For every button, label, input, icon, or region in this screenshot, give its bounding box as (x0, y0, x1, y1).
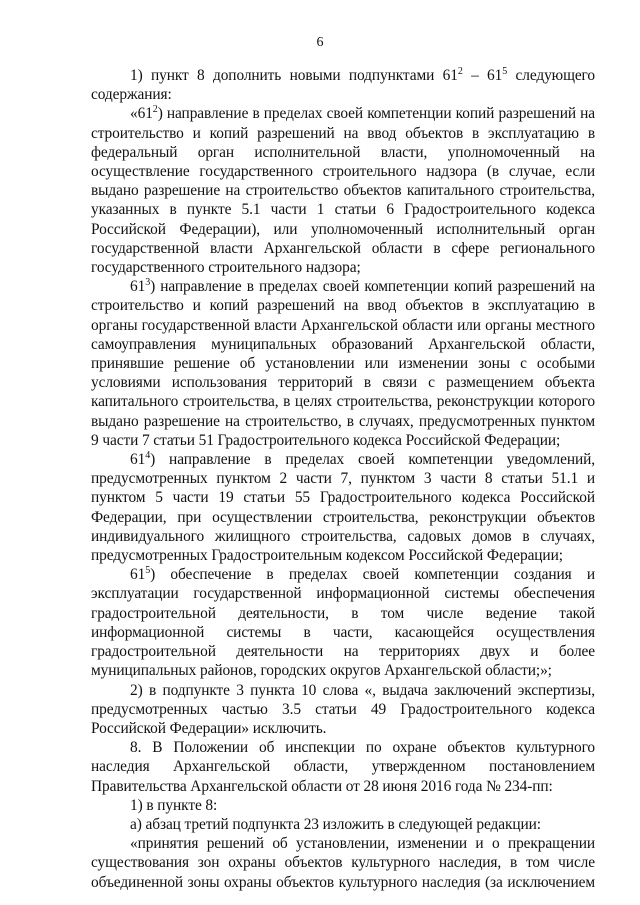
paragraph-text: 1) в пункте 8: (130, 796, 218, 814)
paragraph-section-8 (91, 738, 595, 796)
paragraph-subitem-61-5 (91, 565, 595, 680)
paragraph-subitem-61-4 (91, 450, 595, 565)
superscript-index: 2 (152, 104, 158, 116)
paragraph-subitem-61-3 (91, 277, 595, 450)
paragraph-text: ) обеспечение в пределах своей компетенции создания и эксплуатации государственной информационной системы обеспечения градостроительной деятельности, в том числе ведение такой информационной системы в части, касающейся осуществления градостроительной деятельности на территориях двух и более муниципальных районов, городских округов Архангельской области;»; (91, 566, 595, 680)
paragraph-subitem-a (91, 815, 595, 834)
paragraph-text: ) направление в пределах своей компетенции копий разрешений на строительство и копий разрешений на ввод объектов в эксплуатацию в федеральный орган исполнительной власти, уполномоченный на осуществление государственного строительного надзора (в случае, если выдано разрешение на строительство объектов капитального строительства, указанных в пункте 5.1 части 1 статьи 6 Градостроительного кодекса Российской Федерации), или уполномоченный исполнительный орган государственной власти Архангельской области в сфере регионального государственного строительного надзора; (91, 105, 595, 277)
paragraph-quoted-text (91, 834, 595, 892)
superscript-index: 3 (145, 277, 151, 289)
paragraph-item-1-point-8 (91, 796, 595, 815)
paragraph-text: 61 (130, 566, 146, 584)
paragraph-text: «принятия решений об установлении, изменении и о прекращении существования зон охраны объектов культурного наследия, в том числе объединенной зоны охраны объектов культурного наследия (за исключением (91, 835, 595, 891)
page-number: 6 (316, 35, 324, 50)
paragraph-item-1-amendment (91, 66, 595, 104)
superscript-index: 2 (457, 66, 463, 77)
paragraph-text: 2) в подпункте 3 пункта 10 слова «, выдача заключений экспертизы, предусмотренных частью 3.5 статьи 49 Градостроительного кодекса Российской Федерации» исключить. (91, 681, 595, 737)
superscript-index: 5 (502, 66, 508, 77)
paragraph-text: – 61 (462, 67, 503, 84)
paragraph-text: 1) пункт 8 дополнить новыми подпунктами 61 (130, 67, 458, 84)
paragraph-text: 8. В Положении об инспекции по охране объектов культурного наследия Архангельской области, утвержденном постановлением Правительства Архангельской области от 28 июня 2016 года № 234-пп: (91, 739, 595, 795)
paragraph-subitem-61-2 (91, 104, 595, 277)
paragraph-text: следующего содержания: (91, 67, 595, 104)
paragraph-text: 61 (130, 278, 146, 296)
document-body (91, 66, 595, 892)
paragraph-item-2-amendment (91, 681, 595, 739)
paragraph-text: а) абзац третий подпункта 23 изложить в следующей редакции: (130, 815, 541, 833)
paragraph-text: «61 (130, 105, 153, 123)
paragraph-text: ) направление в пределах своей компетенции уведомлений, предусмотренных пунктом 2 части 7, пунктом 3 части 8 статьи 51.1 и пунктом 5 части 19 статьи 55 Градостроительного кодекса Российской Федерации, при осуществлении строительства, реконструкции объектов индивидуального жилищного строительства, садовых домов в случаях, предусмотренных Градостроительным кодексом Российской Федерации; (91, 451, 595, 565)
superscript-index: 4 (145, 450, 151, 462)
paragraph-text: ) направление в пределах своей компетенции копий разрешений на строительство и копий разрешений на ввод объектов в эксплуатацию в органы государственной власти Архангельской области или органы местного самоуправления муниципальных образований Архангельской области, принявшие решение об установлении или изменении зоны с особыми условиями использования территорий в связи с размещением объекта капитального строительства, в целях строительства, реконструкции которого выдано разрешение на строительство, в случаях, предусмотренных пунктом 9 части 7 статьи 51 Градостроительного кодекса Российской Федерации; (91, 278, 595, 449)
paragraph-text: 61 (130, 451, 146, 469)
superscript-index: 5 (145, 565, 151, 577)
